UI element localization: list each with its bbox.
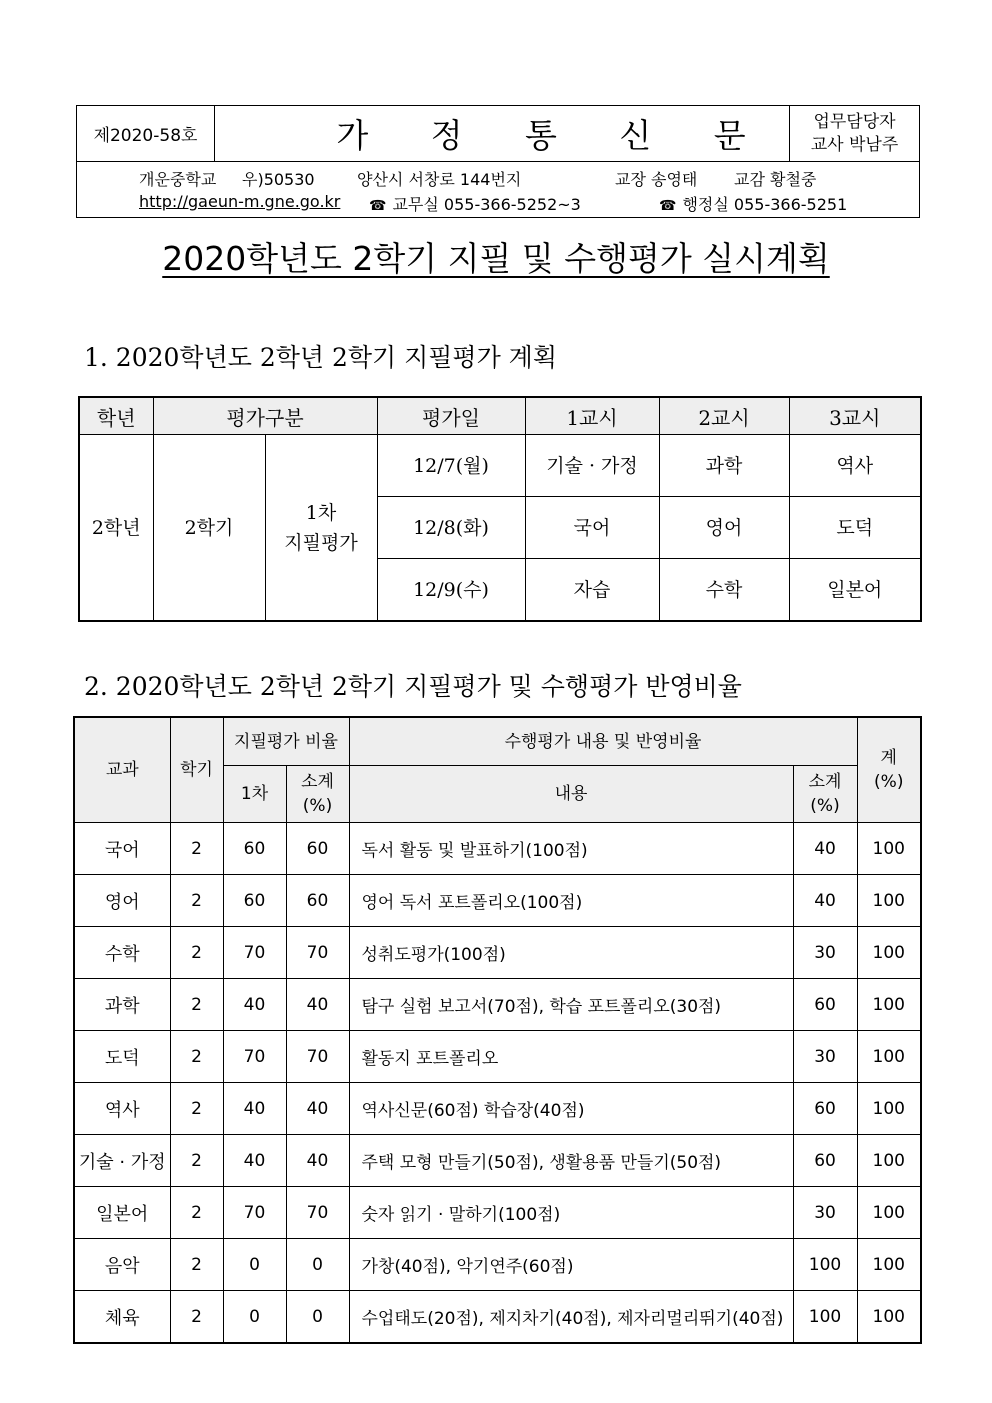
subject-cell: 영어 [74,875,170,927]
semester-cell: 2 [170,1135,223,1187]
performance-subtotal-cell: 40 [793,823,857,875]
table-row [74,1239,921,1291]
written-subtotal-cell: 70 [286,927,349,979]
subject-cell: 과학 [74,979,170,1031]
semester-cell: 2 [170,979,223,1031]
total-cell: 100 [857,1135,921,1187]
vice-principal: 교감 황철중 [734,170,817,189]
performance-content-cell: 성취도평가(100점) [349,927,793,979]
subject-cell: 국어 [74,823,170,875]
newsletter-title: 가 정 통 신 문 [336,116,772,155]
postal-code: 우)50530 [242,170,315,189]
performance-subtotal-cell: 30 [793,1187,857,1239]
school-website-link[interactable]: http://gaeun-m.gne.go.kr [139,192,341,211]
semester-cell: 2학기 [153,435,265,622]
table-row [74,1135,921,1187]
semester-cell: 2 [170,1031,223,1083]
performance-content-cell: 탐구 실험 보고서(70점), 학습 포트폴리오(30점) [349,979,793,1031]
header-subject: 교과 [74,717,170,823]
performance-subtotal-cell: 30 [793,1031,857,1083]
period-cell: 도덕 [789,497,921,559]
period-cell: 영어 [659,497,789,559]
first-exam-cell: 60 [223,823,286,875]
semester-cell: 2 [170,823,223,875]
header-performance-ratio: 수행평가 내용 및 반영비율 [349,717,857,766]
grade-cell: 2학년 [79,435,153,622]
date-cell: 12/8(화) [377,497,525,559]
header-written-subtotal: 소계 (%) [286,766,349,823]
first-exam-cell: 0 [223,1239,286,1291]
doc-number: 제2020-58호 [77,106,215,161]
person-name: 교사 박남주 [810,134,899,155]
principal: 교장 송영태 [615,170,698,189]
performance-subtotal-cell: 30 [793,927,857,979]
period-cell: 자습 [525,559,659,622]
page-title: 2020학년도 2학기 지필 및 수행평가 실시계획 [162,239,830,278]
performance-subtotal-cell: 60 [793,1083,857,1135]
header-period-1: 1교시 [525,397,659,435]
first-exam-cell: 40 [223,979,286,1031]
written-subtotal-cell: 40 [286,979,349,1031]
header-top-row [77,106,919,162]
written-subtotal-cell: 40 [286,1083,349,1135]
first-exam-cell: 60 [223,875,286,927]
written-subtotal-cell: 0 [286,1239,349,1291]
performance-content-cell: 숫자 읽기 · 말하기(100점) [349,1187,793,1239]
performance-subtotal-cell: 100 [793,1239,857,1291]
period-cell: 역사 [789,435,921,497]
newsletter-header [76,105,920,218]
performance-content-cell: 가창(40점), 악기연주(60점) [349,1239,793,1291]
written-subtotal-cell: 70 [286,1031,349,1083]
subject-cell: 기술 · 가정 [74,1135,170,1187]
ratio-table [73,716,922,1344]
header-period-2: 2교시 [659,397,789,435]
performance-content-cell: 독서 활동 및 발표하기(100점) [349,823,793,875]
date-cell: 12/9(수) [377,559,525,622]
total-cell: 100 [857,1291,921,1344]
semester-cell: 2 [170,1239,223,1291]
date-cell: 12/7(월) [377,435,525,497]
exam-schedule-table [78,396,922,622]
period-cell: 기술 · 가정 [525,435,659,497]
header-semester: 학기 [170,717,223,823]
exam-type-cell: 1차 지필평가 [265,435,377,622]
subject-cell: 도덕 [74,1031,170,1083]
school-name: 개운중학교 [139,170,217,189]
section2-title: 2. 2020학년도 2학년 2학기 지필평가 및 수행평가 반영비율 [84,672,742,701]
table-row [74,875,921,927]
table-row [74,927,921,979]
table-row [74,823,921,875]
total-cell: 100 [857,1083,921,1135]
person-role: 업무담당자 [813,111,896,132]
header-content: 내용 [349,766,793,823]
performance-content-cell: 역사신문(60점) 학습장(40점) [349,1083,793,1135]
semester-cell: 2 [170,1187,223,1239]
performance-content-cell: 영어 독서 포트폴리오(100점) [349,875,793,927]
office-phone: ☎ 교무실 055-366-5252~3 [369,195,581,214]
total-cell: 100 [857,1031,921,1083]
period-cell: 국어 [525,497,659,559]
subject-cell: 음악 [74,1239,170,1291]
admin-phone: ☎ 행정실 055-366-5251 [659,195,848,214]
header-written-ratio: 지필평가 비율 [223,717,349,766]
period-cell: 과학 [659,435,789,497]
first-exam-cell: 70 [223,1187,286,1239]
phone-icon: ☎ [659,198,677,214]
first-exam-cell: 0 [223,1291,286,1344]
section1-title: 1. 2020학년도 2학년 2학기 지필평가 계획 [84,343,557,372]
period-cell: 일본어 [789,559,921,622]
written-subtotal-cell: 40 [286,1135,349,1187]
total-cell: 100 [857,979,921,1031]
header-performance-subtotal: 소계 (%) [793,766,857,823]
performance-content-cell: 활동지 포트폴리오 [349,1031,793,1083]
table-header-row [74,717,921,766]
school-info [77,162,919,218]
first-exam-cell: 40 [223,1135,286,1187]
subject-cell: 체육 [74,1291,170,1344]
performance-subtotal-cell: 40 [793,875,857,927]
header-period-3: 3교시 [789,397,921,435]
period-cell: 수학 [659,559,789,622]
written-subtotal-cell: 60 [286,875,349,927]
performance-subtotal-cell: 60 [793,979,857,1031]
table-row [74,1083,921,1135]
header-eval-date: 평가일 [377,397,525,435]
performance-subtotal-cell: 100 [793,1291,857,1344]
header-total: 계 (%) [857,717,921,823]
total-cell: 100 [857,927,921,979]
subject-cell: 역사 [74,1083,170,1135]
table-header-row [79,397,921,435]
table-row [74,1291,921,1344]
total-cell: 100 [857,875,921,927]
school-address: 양산시 서창로 144번지 [357,170,522,189]
performance-content-cell: 주택 모형 만들기(50점), 생활용품 만들기(50점) [349,1135,793,1187]
table-row [79,435,921,497]
table-row [74,1031,921,1083]
subject-cell: 수학 [74,927,170,979]
performance-subtotal-cell: 60 [793,1135,857,1187]
header-first-exam: 1차 [223,766,286,823]
total-cell: 100 [857,1239,921,1291]
phone-icon: ☎ [369,198,387,214]
written-subtotal-cell: 70 [286,1187,349,1239]
written-subtotal-cell: 60 [286,823,349,875]
table-row [74,1187,921,1239]
table-row [74,979,921,1031]
semester-cell: 2 [170,1083,223,1135]
total-cell: 100 [857,823,921,875]
header-grade: 학년 [79,397,153,435]
performance-content-cell: 수업태도(20점), 제지차기(40점), 제자리멀리뛰기(40점) [349,1291,793,1344]
header-eval-type: 평가구분 [153,397,377,435]
first-exam-cell: 40 [223,1083,286,1135]
subject-cell: 일본어 [74,1187,170,1239]
first-exam-cell: 70 [223,1031,286,1083]
written-subtotal-cell: 0 [286,1291,349,1344]
semester-cell: 2 [170,927,223,979]
first-exam-cell: 70 [223,927,286,979]
semester-cell: 2 [170,1291,223,1344]
person-in-charge [789,106,919,161]
total-cell: 100 [857,1187,921,1239]
semester-cell: 2 [170,875,223,927]
